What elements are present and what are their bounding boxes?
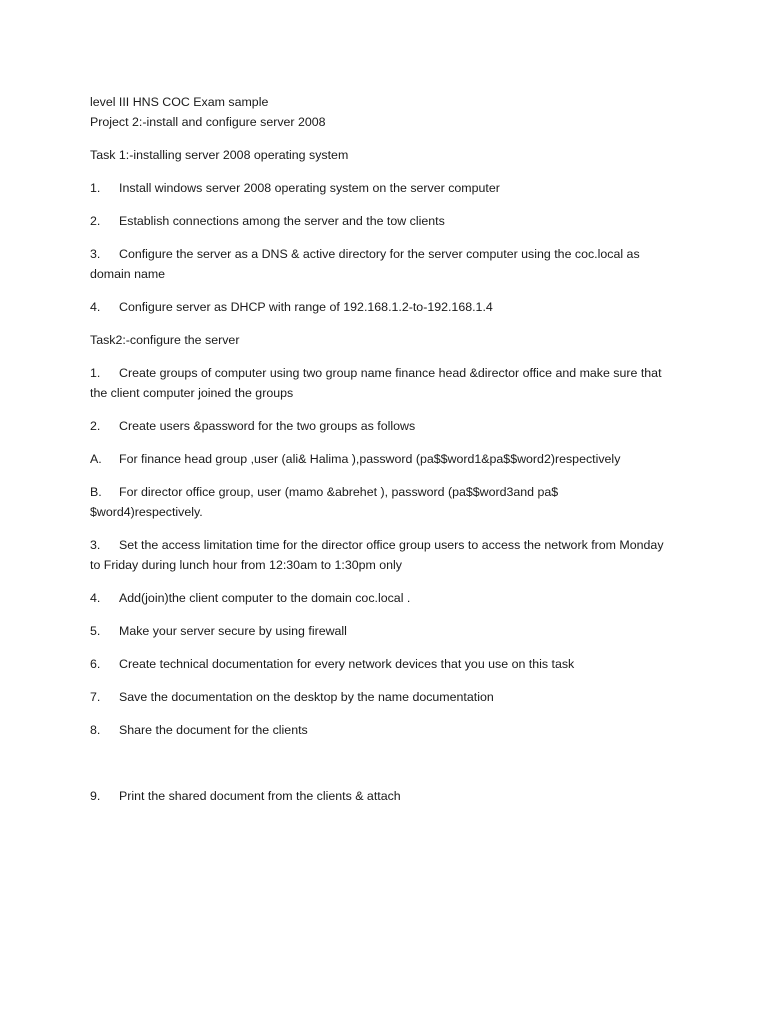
item-text: Make your server secure by using firewall [119,624,347,638]
item-number: 4. [90,300,101,314]
item-text: Configure the server as a DNS & active directory for the server computer using the coc.local as domain name [90,247,640,281]
task2-item-b [90,482,670,522]
item-text: Establish connections among the server and the tow clients [119,214,445,228]
item-text: Print the shared document from the clients & attach [119,789,401,803]
task2-item-a [90,449,670,469]
item-text: For finance head group ,user (ali& Halima ),password (pa$$word1&pa$$word2)respectively [119,452,621,466]
item-text: Add(join)the client computer to the domain coc.local . [119,591,411,605]
task2-heading: Task2:-configure the server [90,333,240,347]
task1-item-2 [90,211,670,231]
item-number: 2. [90,214,101,228]
task1-heading: Task 1:-installing server 2008 operating system [90,148,349,162]
item-number: 3. [90,538,101,552]
item-number: 6. [90,657,101,671]
item-text: Save the documentation on the desktop by the name documentation [119,690,494,704]
task2-item-8 [90,720,670,740]
task2-item-2 [90,416,670,436]
task2-item-7 [90,687,670,707]
exam-title: level III HNS COC Exam sample [90,95,269,109]
item-number: 2. [90,419,101,433]
task1-item-1 [90,178,670,198]
project-title: Project 2:-install and configure server 2008 [90,115,326,129]
item-text: For director office group, user (mamo &abrehet ), password (pa$$word3and pa$ $word4)respectively. [90,485,559,519]
document-page [90,92,670,806]
item-number: 5. [90,624,101,638]
task2-item-4 [90,588,670,608]
task2-item-9 [90,786,670,806]
task1-item-4 [90,297,670,317]
item-number: 1. [90,366,101,380]
item-text: Create users &password for the two groups as follows [119,419,416,433]
item-number: 8. [90,723,101,737]
task2-item-1 [90,363,670,403]
item-text: Share the document for the clients [119,723,308,737]
task1-item-3 [90,244,670,284]
task2-item-5 [90,621,670,641]
task2-item-3 [90,535,670,575]
item-text: Set the access limitation time for the director office group users to access the network from Monday to Friday during lunch hour from 12:30am to 1:30pm only [90,538,664,572]
item-text: Create technical documentation for every network devices that you use on this task [119,657,575,671]
item-number: A. [90,452,102,466]
item-number: 1. [90,181,101,195]
item-text: Create groups of computer using two group name finance head &director office and make sure that the client computer joined the groups [90,366,662,400]
item-number: 9. [90,789,101,803]
task2-item-6 [90,654,670,674]
item-text: Configure server as DHCP with range of 192.168.1.2-to-192.168.1.4 [119,300,493,314]
item-number: 7. [90,690,101,704]
item-text: Install windows server 2008 operating system on the server computer [119,181,500,195]
item-number: 4. [90,591,101,605]
item-number: B. [90,485,102,499]
item-number: 3. [90,247,101,261]
